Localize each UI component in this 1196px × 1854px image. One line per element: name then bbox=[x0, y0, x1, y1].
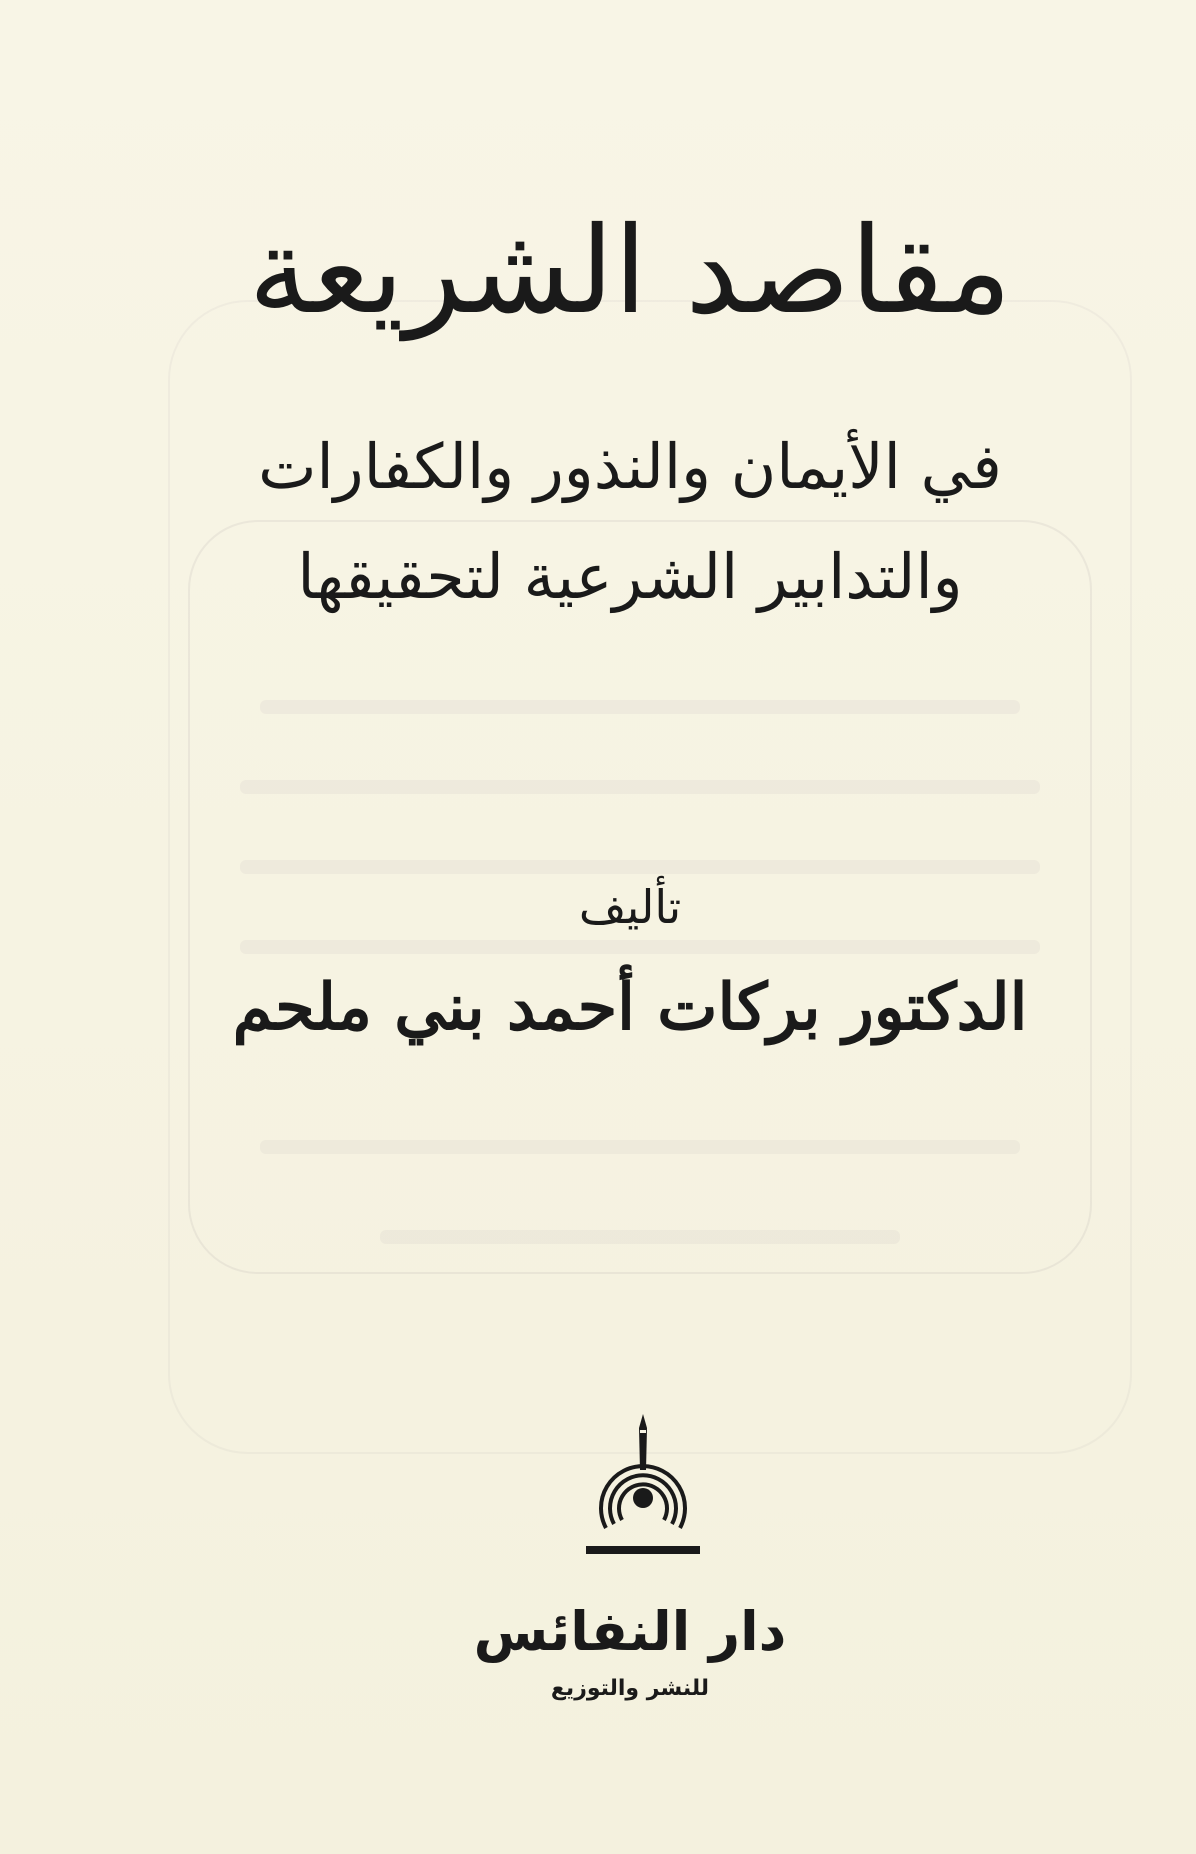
publisher-name: دار النفائس bbox=[473, 1600, 787, 1663]
author-name: الدكتور بركات أحمد بني ملحم bbox=[232, 970, 1028, 1045]
publisher-tagline: للنشر والتوزيع bbox=[550, 1676, 710, 1701]
bleed-through-line bbox=[240, 860, 1040, 874]
authored-by-label: تأليف bbox=[578, 880, 682, 934]
bleed-through-line bbox=[380, 1230, 900, 1244]
book-subtitle-line-2: والتدابير الشرعية لتحقيقها bbox=[297, 540, 963, 613]
publisher-emblem-icon bbox=[578, 1410, 708, 1570]
bleed-through-line bbox=[240, 780, 1040, 794]
book-subtitle-line-1: في الأيمان والنذور والكفارات bbox=[258, 430, 1002, 503]
book-title: مقاصد الشريعة bbox=[248, 202, 1012, 341]
bleed-through-line bbox=[240, 940, 1040, 954]
bleed-through-line bbox=[260, 700, 1020, 714]
bleed-through-line bbox=[260, 1140, 1020, 1154]
